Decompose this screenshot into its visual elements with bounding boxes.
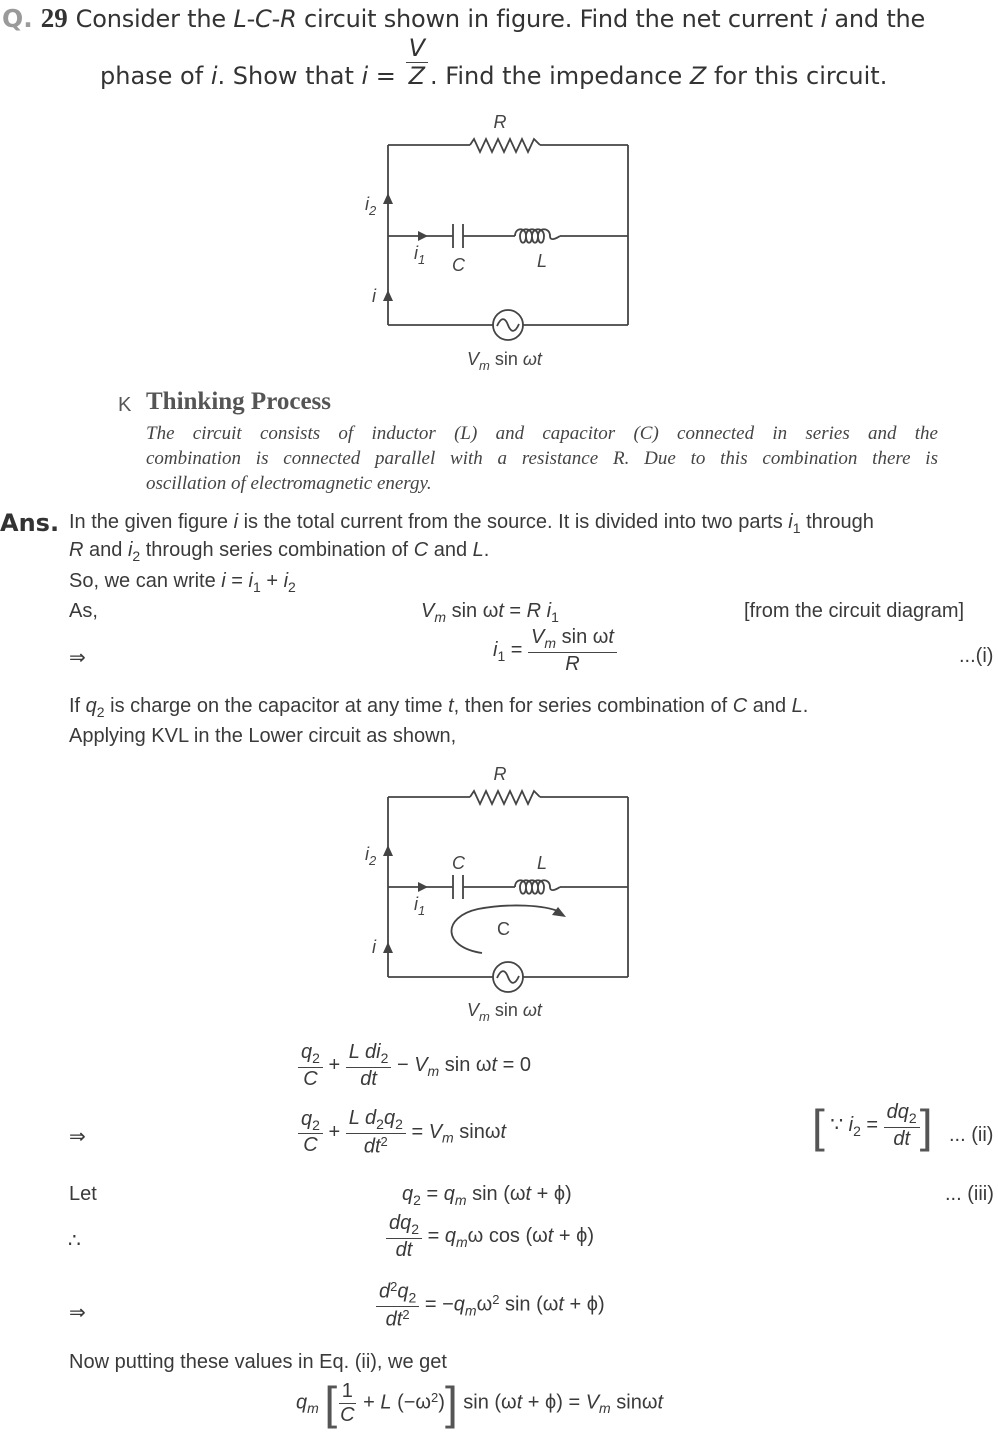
thinking-line-2: combination is connected parallel with a resistance R. Due to this combination there is <box>146 448 938 469</box>
loop-arrow-head-icon <box>552 907 566 917</box>
inductor-symbol <box>515 880 560 894</box>
resistor-symbol <box>470 791 540 804</box>
label-i: i <box>372 286 376 306</box>
circuit-diagram-1 <box>350 105 650 380</box>
arrow-up-i2-icon <box>383 845 393 856</box>
answer-label: Ans. <box>0 509 60 537</box>
answer-line-5: Applying KVL in the Lower circuit as shown, <box>69 725 457 747</box>
label-i1: $i_1$ <box>414 894 426 918</box>
equation-tag-iii: ... (iii) <box>945 1183 994 1205</box>
question-number: 29 <box>40 3 68 33</box>
arrow-up-i2-icon <box>383 193 393 204</box>
question-line-1 <box>2 3 925 34</box>
implies-symbol-3: ⇒ <box>69 1302 86 1324</box>
implies-symbol-1: ⇒ <box>69 647 86 669</box>
answer-line-3: So, we can write $i = i_1 + i_2$ <box>69 570 296 595</box>
label-l: L <box>537 853 548 873</box>
equation-i1: $i_1$ = $\frac{V_m \sin \omega t}{R}$ <box>493 627 617 675</box>
ac-wave-icon <box>497 971 519 983</box>
resistor-symbol <box>470 139 540 152</box>
equation-vm-sin: $V_m$ sin ωt = R $i_1$ <box>421 600 559 625</box>
fraction-i1: $\frac{V_m \sin \omega t}{R}$ <box>528 627 617 675</box>
equation-kvl: $\frac{q_2}{C}$ + $\frac{L di_2}{dt}$ − $V_m$ sin ωt = 0 <box>298 1042 531 1090</box>
equation-note: [from the circuit diagram] <box>744 600 965 622</box>
circuit-diagram-2 <box>350 757 650 1032</box>
arrow-right-i1-icon <box>418 882 428 892</box>
equation-deriv-1: $\frac{dq_2}{dt}$ = $q_m\omega$ cos (ωt + ϕ) <box>386 1213 594 1261</box>
source-label: $V_m$ sin ωt <box>467 349 542 373</box>
thinking-line-3: oscillation of electromagnetic energy. <box>146 473 432 494</box>
let-label: Let <box>69 1183 97 1205</box>
label-l: L <box>537 251 548 271</box>
because-note: [ ∵ $i_2$ = $\frac{dq_2}{dt}$ ] <box>812 1099 933 1152</box>
answer-line-4: If $q_2$ is charge on the capacitor at any time t, then for series combination of C and L. <box>69 695 809 720</box>
equation-tag-i: ...(i) <box>959 645 994 667</box>
label-i1: $i_1$ <box>414 243 426 267</box>
source-label: $V_m$ sin ωt <box>467 1000 542 1024</box>
thinking-line-1: The circuit consists of inductor (L) and capacitor (C) connected in series and the <box>146 423 938 444</box>
arrow-up-i-icon <box>383 290 393 301</box>
label-r: R <box>493 112 507 132</box>
equation-final: $q_m$ [ $\frac{1}{C}$ + L $(-\omega^2)$] $\sin (\omega t + \phi) = V_m$ sinωt <box>296 1377 664 1429</box>
equation-kvl-2: $\frac{q_2}{C}$ + $\frac{L d_2q_2}{dt^2}$ = $V_m$ sinωt <box>298 1108 506 1157</box>
label-i2: $i_2$ <box>365 194 377 218</box>
implies-symbol-2: ⇒ <box>69 1126 86 1148</box>
equation-tag-ii: ... (ii) <box>949 1124 994 1146</box>
thinking-marker: K <box>118 394 132 416</box>
label-c: C <box>452 255 465 275</box>
as-label: As, <box>69 600 98 622</box>
label-i2: $i_2$ <box>365 844 377 868</box>
thinking-title: Thinking Process <box>146 388 331 415</box>
putting-line: Now putting these values in Eq. (ii), we get <box>69 1351 447 1373</box>
ac-wave-icon <box>497 319 519 331</box>
arrow-up-i-icon <box>383 942 393 953</box>
label-i: i <box>372 937 376 957</box>
therefore-symbol: ∴ <box>68 1230 81 1252</box>
equation-let: $q_2 = q_m$ sin (ωt + ϕ) <box>402 1183 572 1208</box>
question-text-1: Consider the L-C-R circuit shown in figure. Find the net current i and the <box>75 5 926 33</box>
equation-deriv-2: $\frac{d^2q_2}{dt^2}$ = $-q_m\omega^2$ sin (ωt + ϕ) <box>376 1280 605 1331</box>
label-c-top: C <box>452 853 465 873</box>
inductor-symbol <box>515 229 560 243</box>
arrow-right-i1-icon <box>418 231 428 241</box>
question-prefix: Q. <box>2 4 33 33</box>
label-r: R <box>493 764 507 784</box>
answer-line-1: In the given figure i is the total current from the source. It is divided into two parts $i_1$ through <box>69 511 874 536</box>
fraction-v-over-z: $\frac{V}{Z}$ <box>406 36 428 89</box>
label-loop-c: C <box>497 919 510 939</box>
answer-line-2: R and $i_2$ through series combination of C and L. <box>69 539 490 564</box>
question-line-2: phase of i. Show that i = $\frac{V}{Z}$ . Find the impedance Z for this circuit. <box>100 34 888 91</box>
